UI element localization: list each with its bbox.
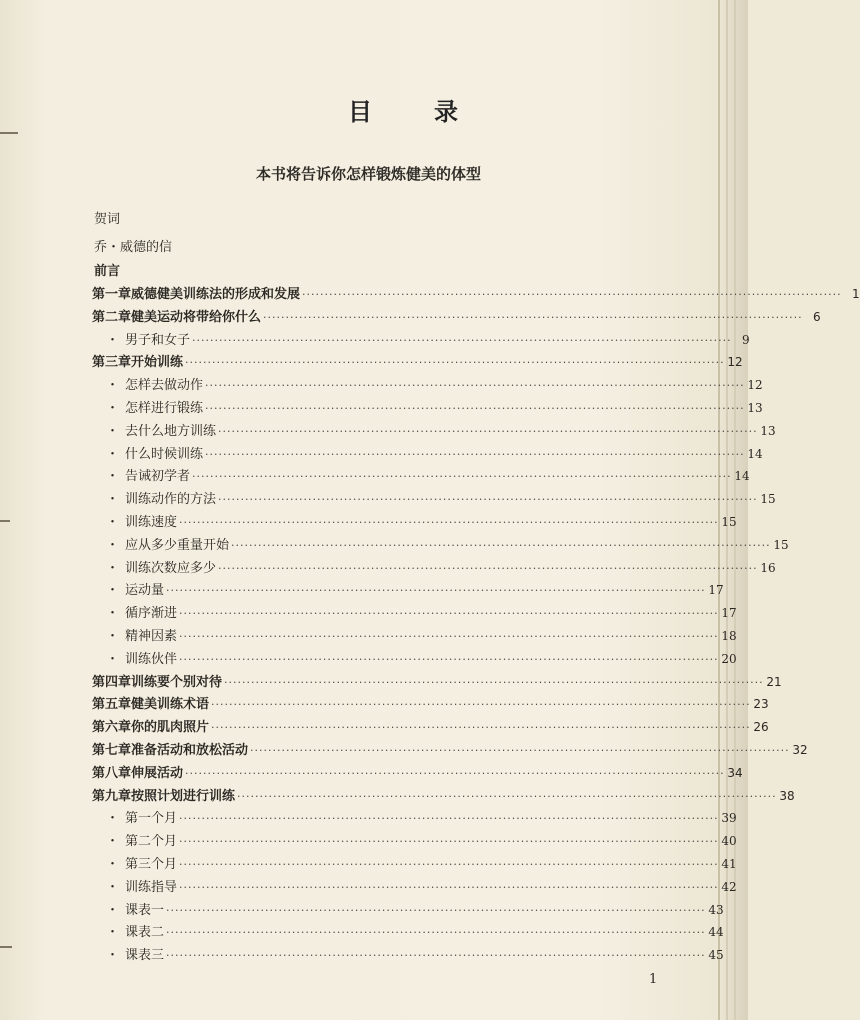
entry-title: 训练伙伴 — [125, 651, 178, 667]
toc-sub-entry — [106, 397, 763, 416]
bullet-mark: ・ — [106, 948, 120, 964]
toc-sub-entry — [106, 488, 776, 508]
bullet-mark: ・ — [106, 560, 120, 576]
toc-sub-entry — [106, 807, 737, 827]
toc-chapter-entry — [92, 785, 795, 804]
dot-leader: ························································································································ — [179, 652, 719, 666]
bullet-mark: ・ — [106, 651, 120, 667]
toc-sub-entry — [106, 648, 737, 667]
entry-title: 男子和女子 — [125, 332, 191, 348]
toc-sub-entry — [106, 443, 763, 462]
entry-page-number: 14 — [747, 446, 763, 461]
toc-chapter-entry — [92, 351, 743, 371]
toc-chapter-entry — [92, 739, 808, 758]
dot-leader: ························································································································ — [179, 630, 719, 643]
entry-title: 告诫初学者 — [125, 469, 191, 485]
chapter-number: 第二章 — [92, 309, 132, 325]
toc-sub-entry — [106, 921, 724, 941]
front-matter-letter: 乔・威德的信 — [94, 240, 173, 255]
entry-title: 精神因素 — [125, 629, 178, 644]
toc-sub-entry — [106, 420, 776, 439]
bullet-mark: ・ — [106, 401, 120, 416]
toc-sub-entry — [106, 465, 750, 485]
entry-page-number: 40 — [721, 834, 737, 849]
entry-page-number: 21 — [766, 674, 782, 689]
bullet-mark: ・ — [106, 811, 120, 827]
chapter-number: 第三章 — [92, 355, 132, 371]
entry-page-number: 9 — [741, 332, 750, 347]
chapter-number: 第九章 — [92, 788, 132, 804]
entry-title: 健美训练术语 — [131, 697, 210, 713]
chapter-number: 第一章 — [92, 287, 132, 302]
entry-title: 你的肌肉照片 — [131, 720, 210, 736]
entry-title: 训练次数应多少 — [125, 560, 217, 576]
bullet-mark: ・ — [106, 537, 120, 553]
bullet-mark: ・ — [106, 857, 120, 872]
toc-sub-entry — [106, 899, 724, 918]
entry-page-number: 16 — [760, 560, 776, 575]
entry-page-number: 17 — [708, 583, 724, 598]
toc-sub-entry — [106, 534, 789, 553]
entry-title: 第三个月 — [125, 857, 178, 872]
entry-title: 训练速度 — [125, 515, 178, 530]
toc-sub-entry — [106, 853, 737, 872]
toc-sub-entry — [106, 557, 776, 576]
dot-leader: ························································································································ — [179, 858, 719, 871]
chapter-number: 第五章 — [92, 697, 132, 713]
entry-page-number: 13 — [760, 423, 776, 438]
dot-leader: ························································································································ — [205, 402, 745, 415]
dot-leader: ························································································································ — [166, 903, 706, 917]
dot-leader: ························································································································ — [166, 926, 706, 940]
entry-page-number: 13 — [747, 401, 763, 415]
dot-leader: ························································································································ — [211, 698, 751, 712]
entry-title: 怎样去做动作 — [125, 378, 204, 394]
entry-page-number: 23 — [753, 697, 769, 712]
entry-title: 开始训练 — [131, 355, 184, 371]
dot-leader: ························································································································ — [250, 744, 790, 757]
dot-leader: ························································································································ — [166, 949, 706, 963]
entry-title: 课表一 — [125, 902, 165, 918]
entry-page-number: 15 — [760, 492, 776, 507]
dot-leader: ························································································································ — [179, 812, 719, 826]
bullet-mark: ・ — [106, 879, 120, 895]
entry-page-number: 41 — [721, 857, 737, 871]
entry-title: 训练要个别对待 — [131, 674, 223, 690]
bullet-mark: ・ — [106, 515, 120, 530]
entry-title: 什么时候训练 — [125, 446, 204, 462]
entry-title: 课表二 — [125, 925, 165, 941]
page-number: 1 — [649, 972, 658, 987]
entry-page-number: 12 — [747, 378, 763, 393]
dot-leader: ························································································································ — [185, 766, 725, 780]
entry-page-number: 20 — [721, 651, 737, 666]
binding-mark — [0, 946, 12, 948]
bullet-mark: ・ — [106, 902, 120, 918]
toc-chapter-entry — [92, 283, 860, 302]
entry-title: 伸展活动 — [131, 765, 184, 781]
toc-sub-entry — [106, 329, 750, 348]
bullet-mark: ・ — [106, 378, 120, 394]
toc-sub-entry — [106, 830, 737, 850]
dot-leader: ························································································································ — [218, 561, 758, 575]
dot-leader: ························································································································ — [192, 333, 732, 347]
dot-leader: ························································································································ — [224, 675, 764, 689]
entry-title: 怎样进行锻练 — [125, 401, 204, 416]
entry-page-number: 6 — [812, 309, 821, 324]
toc-sub-entry — [106, 511, 737, 530]
entry-page-number: 43 — [708, 902, 724, 917]
bullet-mark: ・ — [106, 834, 120, 850]
dot-leader: ························································································································ — [192, 470, 732, 484]
toc-chapter-entry — [92, 306, 821, 325]
entry-page-number: 39 — [721, 811, 737, 826]
entry-page-number: 1 — [851, 287, 860, 301]
chapter-number: 第四章 — [92, 674, 132, 690]
bullet-mark: ・ — [106, 423, 120, 439]
entry-page-number: 15 — [721, 515, 737, 529]
dot-leader: ························································································································ — [211, 721, 751, 735]
dot-leader: ························································································································ — [218, 424, 758, 438]
dot-leader: ························································································································ — [179, 835, 719, 849]
dot-leader: ························································································································ — [205, 447, 745, 461]
dot-leader: ························································································································ — [302, 288, 842, 301]
entry-page-number: 44 — [708, 925, 724, 940]
entry-page-number: 12 — [727, 355, 743, 370]
toc-sub-entry — [106, 579, 724, 599]
dot-leader: ························································································································ — [179, 516, 719, 529]
toc-sub-entry — [106, 876, 737, 895]
entry-title: 威德健美训练法的形成和发展 — [131, 287, 301, 302]
entry-page-number: 34 — [727, 765, 743, 780]
bullet-mark: ・ — [106, 606, 120, 622]
binding-mark — [0, 132, 18, 134]
dot-leader: ························································································································ — [205, 379, 745, 393]
toc-chapter-entry — [92, 693, 769, 713]
page-subtitle: 本书将告诉你怎样锻炼健美的体型 — [256, 165, 482, 183]
dot-leader: ························································································································ — [231, 538, 771, 552]
entry-page-number: 32 — [792, 743, 808, 757]
entry-title: 第二个月 — [125, 834, 178, 850]
entry-title: 训练动作的方法 — [125, 492, 217, 508]
front-matter-greeting: 贺词 — [94, 212, 121, 227]
entry-title: 循序渐进 — [125, 606, 178, 622]
entry-title: 训练指导 — [125, 879, 178, 895]
dot-leader: ························································································································ — [179, 880, 719, 894]
dot-leader: ························································································································ — [185, 356, 725, 370]
toc-sub-entry — [106, 602, 737, 622]
toc-chapter-entry — [92, 671, 782, 690]
bullet-mark: ・ — [106, 583, 120, 599]
entry-title: 按照计划进行训练 — [131, 788, 236, 804]
entry-page-number: 42 — [721, 879, 737, 894]
bullet-mark: ・ — [106, 332, 120, 348]
dot-leader: ························································································································ — [218, 493, 758, 507]
entry-title: 健美运动将带给你什么 — [131, 309, 262, 325]
entry-page-number: 17 — [721, 606, 737, 621]
entry-title: 应从多少重量开始 — [125, 537, 230, 553]
dot-leader: ························································································································ — [263, 310, 803, 324]
entry-title: 去什么地方训练 — [125, 423, 217, 439]
toc-sub-entry — [106, 374, 763, 394]
toc-sub-entry — [106, 625, 737, 644]
entry-page-number: 26 — [753, 720, 769, 735]
bullet-mark: ・ — [106, 925, 120, 941]
front-matter-preface: 前言 — [94, 264, 121, 279]
entry-page-number: 15 — [773, 537, 789, 552]
entry-title: 课表三 — [125, 948, 165, 964]
chapter-number: 第六章 — [92, 720, 132, 736]
entry-title: 第一个月 — [125, 811, 178, 827]
dot-leader: ························································································································ — [179, 607, 719, 621]
toc-chapter-entry — [92, 716, 769, 736]
entry-title: 准备活动和放松活动 — [131, 743, 249, 758]
chapter-number: 第七章 — [92, 743, 132, 758]
bullet-mark: ・ — [106, 629, 120, 644]
entry-page-number: 38 — [779, 788, 795, 803]
entry-page-number: 45 — [708, 948, 724, 963]
chapter-number: 第八章 — [92, 765, 132, 781]
binding-mark — [0, 520, 10, 522]
page-title: 目录 — [348, 98, 520, 126]
entry-title: 运动量 — [125, 583, 165, 599]
bullet-mark: ・ — [106, 492, 120, 508]
bullet-mark: ・ — [106, 446, 120, 462]
entry-page-number: 14 — [734, 469, 750, 484]
bullet-mark: ・ — [106, 469, 120, 485]
toc-chapter-entry — [92, 762, 743, 781]
dot-leader: ························································································································ — [237, 789, 777, 803]
toc-sub-entry — [106, 944, 724, 964]
dot-leader: ························································································································ — [166, 584, 706, 598]
entry-page-number: 18 — [721, 629, 737, 643]
